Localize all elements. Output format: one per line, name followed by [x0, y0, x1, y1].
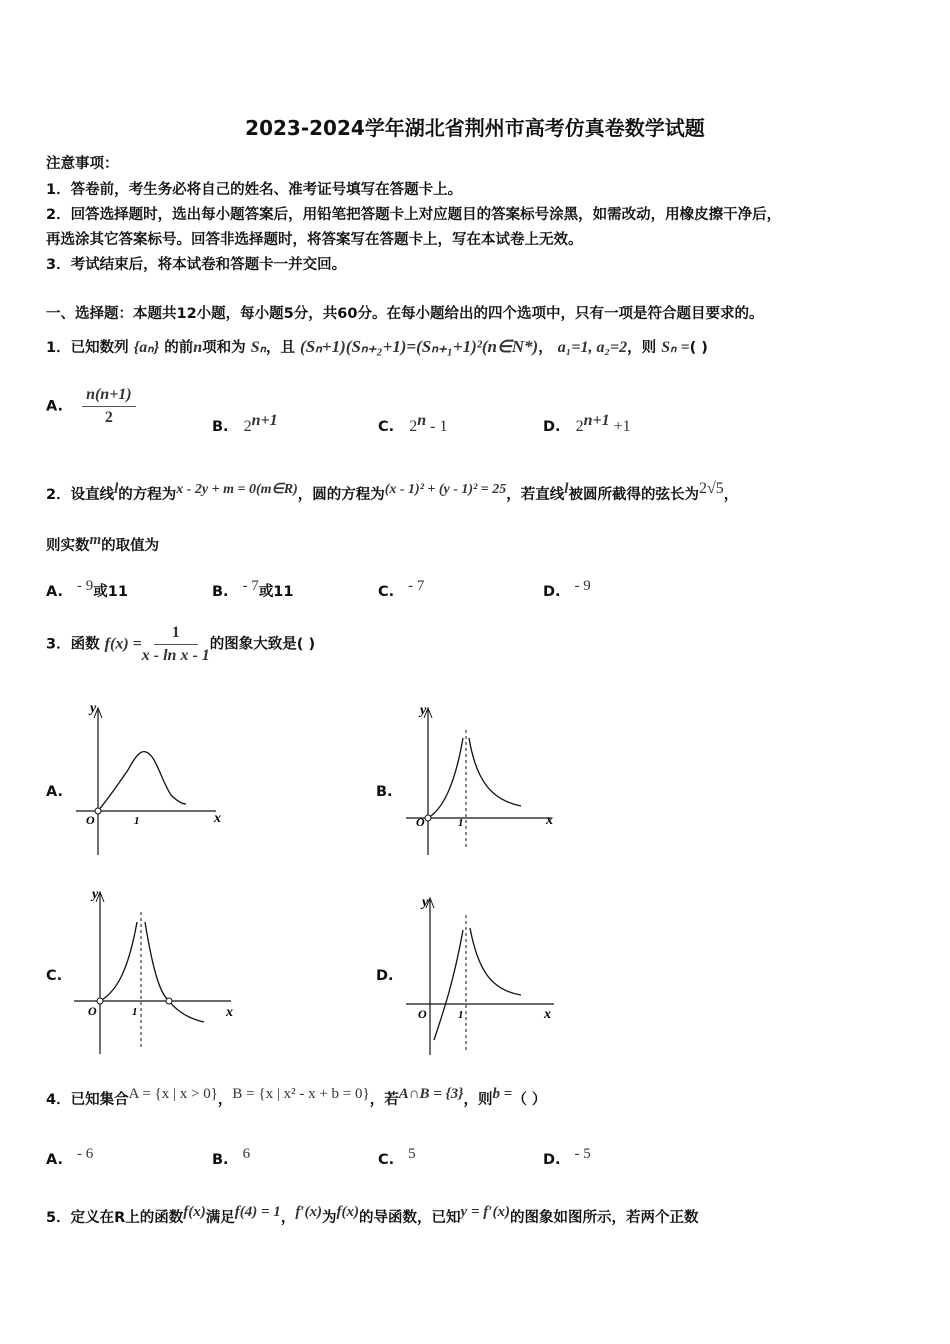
text: ，则	[463, 1091, 493, 1108]
math: 2	[409, 417, 418, 435]
option-label: B.	[212, 418, 229, 435]
tick-label: 1	[134, 815, 140, 827]
math: A = {x | x > 0}	[128, 1086, 218, 1102]
math: - 6	[77, 1146, 94, 1162]
option-d[interactable]	[543, 1146, 591, 1168]
fraction-denominator: x - ln x - 1	[141, 647, 210, 664]
option-label: B.	[212, 583, 229, 600]
fraction-numerator: n(n+1)	[82, 386, 136, 407]
option-c[interactable]	[378, 578, 424, 600]
graph-d[interactable]	[396, 890, 566, 1060]
origin-label: O	[88, 1004, 97, 1018]
math: 6	[242, 1146, 251, 1162]
math: Sₙ =	[661, 339, 690, 356]
option-a[interactable]	[46, 1146, 93, 1168]
text: ，	[723, 486, 739, 503]
origin-point	[97, 998, 103, 1004]
option-d[interactable]	[543, 578, 591, 600]
text: 为	[322, 1209, 337, 1226]
math: +1	[609, 417, 631, 435]
origin-label: O	[86, 813, 95, 827]
option-c[interactable]	[378, 1146, 416, 1168]
math: {aₙ}	[133, 339, 160, 356]
option-label: A.	[46, 583, 63, 600]
math: - 9	[77, 578, 94, 594]
text: 被圆所截得的弦长为	[568, 486, 699, 503]
origin-label: O	[418, 1007, 427, 1021]
option-label: D.	[543, 1151, 561, 1168]
x-label: x	[226, 1005, 233, 1020]
option-label: C.	[378, 418, 395, 435]
math: f′(x)	[295, 1204, 323, 1220]
math: f(x) =	[104, 635, 142, 653]
option-b[interactable]	[212, 1146, 250, 1168]
text: 则实数	[46, 537, 90, 554]
text: ，且	[265, 340, 295, 356]
zero-point	[166, 998, 172, 1004]
text: ，则	[627, 340, 657, 356]
text: ，圆的方程为	[297, 486, 385, 503]
notes-heading: 注意事项：	[46, 156, 119, 172]
fraction-numerator: 1	[154, 624, 198, 645]
curve-right	[470, 928, 521, 995]
section-heading: 一、选择题：本题共12小题，每小题5分，共60分。在每小题给出的四个选项中，只有一项是符合题目要求的。	[46, 306, 764, 322]
math: 5	[408, 1146, 416, 1162]
text: 或11	[93, 583, 128, 600]
curve-left	[428, 738, 463, 818]
math: (x - 1)² + (y - 1)² = 25	[384, 482, 507, 497]
note-item: 3．考试结束后，将本试卷和答题卡一并交回。	[46, 257, 347, 273]
math: m	[89, 532, 102, 548]
math: n	[193, 339, 203, 356]
note-item: 1．答卷前，考生务必将自己的姓名、准考证号填写在答题卡上。	[46, 182, 463, 198]
text: ，	[538, 340, 553, 356]
math: y = f′(x)	[460, 1204, 510, 1220]
text: ( )	[689, 340, 708, 356]
option-label: C.	[378, 1151, 395, 1168]
graph-d-label[interactable]: D.	[376, 968, 394, 984]
option-label: D.	[543, 418, 561, 435]
text: 的导函数，已知	[359, 1209, 461, 1226]
text: ，	[280, 1209, 296, 1226]
option-b[interactable]	[212, 412, 278, 436]
option-a[interactable]	[46, 386, 136, 427]
page-title: 2023-2024学年湖北省荆州市高考仿真卷数学试题	[245, 116, 705, 140]
curve-right	[145, 922, 204, 1022]
text: ，若直线	[506, 486, 565, 503]
option-label: C.	[378, 583, 395, 600]
graph-b[interactable]	[396, 700, 566, 865]
option-d[interactable]	[543, 412, 631, 436]
note-item: 2．回答选择题时，选出每小题答案后，用铅笔把答题卡上对应题目的答案标号涂黑，如需改动，用橡皮擦干净后，	[46, 207, 782, 223]
x-label: x	[546, 813, 553, 828]
option-label: A.	[46, 398, 63, 415]
text: 3．函数	[46, 636, 100, 653]
math: b =	[492, 1086, 513, 1102]
curve-left	[100, 922, 137, 1001]
question-2	[46, 480, 738, 504]
math: (Sₙ+1)(Sₙ₊₂+1)=(Sₙ₊₁+1)²(n∈N*)	[300, 337, 539, 356]
math: l	[564, 481, 569, 497]
question-2-line2	[46, 532, 159, 555]
question-4	[46, 1086, 546, 1109]
text: ，若	[369, 1091, 399, 1108]
x-label: x	[214, 811, 221, 826]
x-label: x	[544, 1007, 551, 1022]
text: 的图象大致是( )	[209, 636, 316, 653]
graph-a[interactable]	[66, 700, 236, 865]
math: A∩B = {3}	[398, 1086, 464, 1102]
text: 的图象如图所示，若两个正数	[509, 1209, 699, 1226]
y-label: y	[90, 701, 97, 716]
text: 项和为	[202, 340, 246, 356]
math: 2√5	[698, 480, 724, 497]
text: （ ）	[512, 1091, 547, 1108]
graph-c[interactable]	[66, 882, 246, 1057]
curve-right	[469, 738, 521, 806]
origin-label: O	[416, 815, 425, 829]
math: - 7	[408, 578, 425, 594]
text: 1．已知数列	[46, 340, 129, 356]
option-c[interactable]	[378, 412, 447, 436]
option-label: D.	[543, 583, 561, 600]
graph-c-label[interactable]: C.	[46, 968, 63, 984]
math: l	[114, 481, 119, 497]
option-b[interactable]	[212, 578, 294, 601]
origin-point	[95, 808, 101, 814]
fraction-denominator: 2	[104, 409, 113, 426]
math: f(x)	[183, 1204, 206, 1220]
math-sup: n	[417, 412, 427, 429]
math-sup: n+1	[583, 412, 610, 429]
tick-label: 1	[132, 1006, 138, 1018]
graph-b-label[interactable]: B.	[376, 784, 393, 800]
text: 或11	[258, 583, 294, 600]
tick-label: 1	[458, 1009, 464, 1021]
option-a[interactable]	[46, 578, 128, 601]
y-label: y	[92, 887, 99, 902]
curve	[98, 752, 186, 811]
text: 满足	[205, 1209, 235, 1226]
math: 2	[575, 417, 584, 435]
graph-a-label[interactable]: A.	[46, 784, 63, 800]
text: 4．已知集合	[46, 1091, 129, 1108]
math: B = {x | x² - x + b = 0}	[232, 1086, 370, 1102]
math: Sₙ	[250, 339, 266, 356]
math: a₁=1, a₂=2	[557, 339, 628, 356]
math: x - 2y + m = 0(m∈R)	[176, 482, 298, 497]
note-item: 再选涂其它答案标号。回答非选择题时，将答案写在答题卡上，写在本试卷上无效。	[46, 232, 583, 248]
text: 5．定义在R上的函数	[46, 1209, 184, 1226]
text: 的方程为	[118, 486, 177, 503]
math: 2	[243, 417, 252, 435]
question-1	[46, 336, 708, 357]
curve-left	[434, 930, 463, 1040]
math: - 1	[426, 417, 448, 435]
y-label: y	[420, 703, 427, 718]
math: f(x)	[336, 1204, 360, 1220]
math: - 5	[574, 1146, 591, 1162]
math: - 9	[574, 578, 591, 594]
y-label: y	[422, 895, 429, 910]
option-label: B.	[212, 1151, 229, 1168]
option-label: A.	[46, 1151, 63, 1168]
question-3	[46, 624, 315, 665]
math-sup: n+1	[251, 412, 278, 429]
text: 2．设直线	[46, 486, 115, 503]
question-5	[46, 1204, 698, 1227]
text: 的前	[164, 340, 194, 356]
tick-label: 1	[458, 817, 464, 829]
math: - 7	[242, 578, 259, 594]
math: f(4) = 1	[234, 1204, 281, 1220]
text: 的取值为	[101, 537, 160, 554]
text: ，	[217, 1091, 233, 1108]
origin-point	[425, 815, 431, 821]
